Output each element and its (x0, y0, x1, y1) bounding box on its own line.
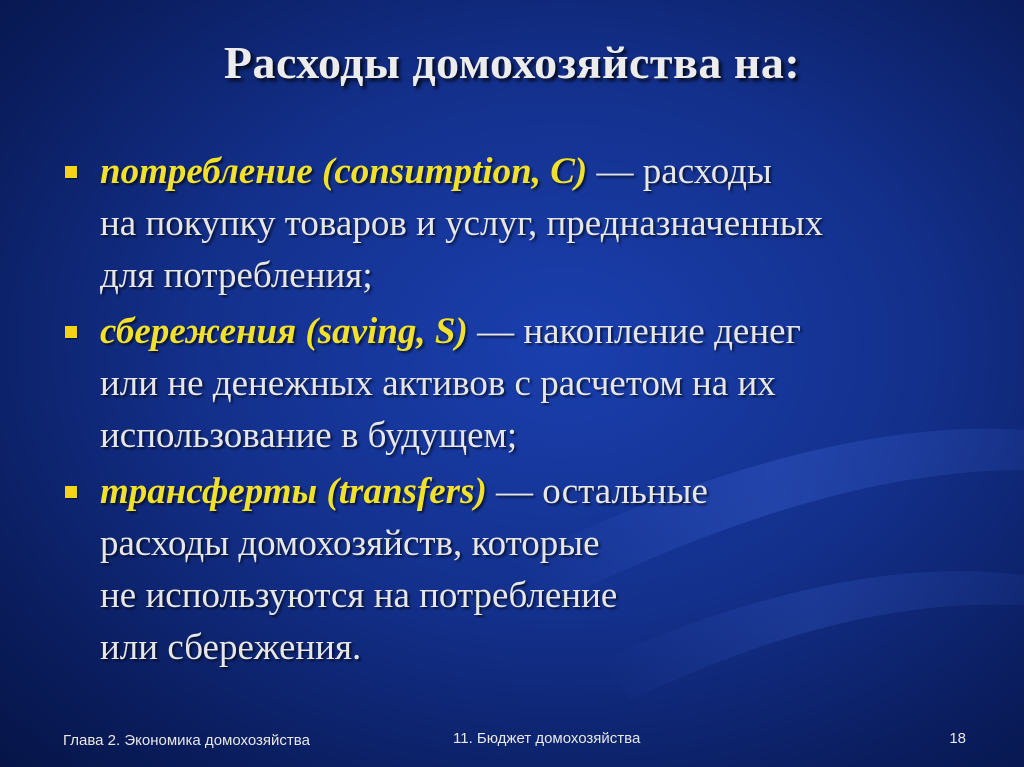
bullet-consumption (62, 146, 982, 302)
footer-section: 11. Бюджет домохозяйства (453, 730, 641, 747)
square-bullet-icon (65, 486, 77, 498)
term-transfers: трансферты (transfers) (100, 471, 487, 512)
bullet-text: — остальные (486, 471, 708, 512)
square-bullet-icon (65, 166, 77, 178)
term-saving: сбережения (saving, S) (100, 311, 468, 352)
bullet-text: для потребления; (100, 255, 373, 296)
bullet-text: или не денежных активов с расчетом на их (100, 363, 776, 404)
bullet-saving (62, 306, 982, 462)
bullet-list (62, 146, 982, 678)
square-bullet-icon (65, 326, 77, 338)
bullet-text: расходы домохозяйств, которые (100, 523, 600, 564)
slide-title: Расходы домохозяйства на: (223, 37, 801, 88)
bullet-text: или сбережения. (100, 627, 362, 668)
bullet-first-line (100, 306, 982, 358)
bullet-first-line (100, 466, 982, 518)
bullet-text: на покупку товаров и услуг, предназначенных (100, 203, 824, 244)
footer-chapter: Глава 2. Экономика домохозяйства (63, 732, 310, 749)
bullet-first-line (100, 146, 982, 198)
bullet-transfers (62, 466, 982, 674)
term-consumption: потребление (consumption, C) (100, 151, 588, 192)
bullet-text: использование в будущем; (100, 415, 518, 456)
bullet-text: — накопление денег (467, 311, 801, 352)
bullet-text: не используются на потребление (100, 575, 618, 616)
page-number: 18 (949, 730, 966, 747)
bullet-text: — расходы (587, 151, 772, 192)
